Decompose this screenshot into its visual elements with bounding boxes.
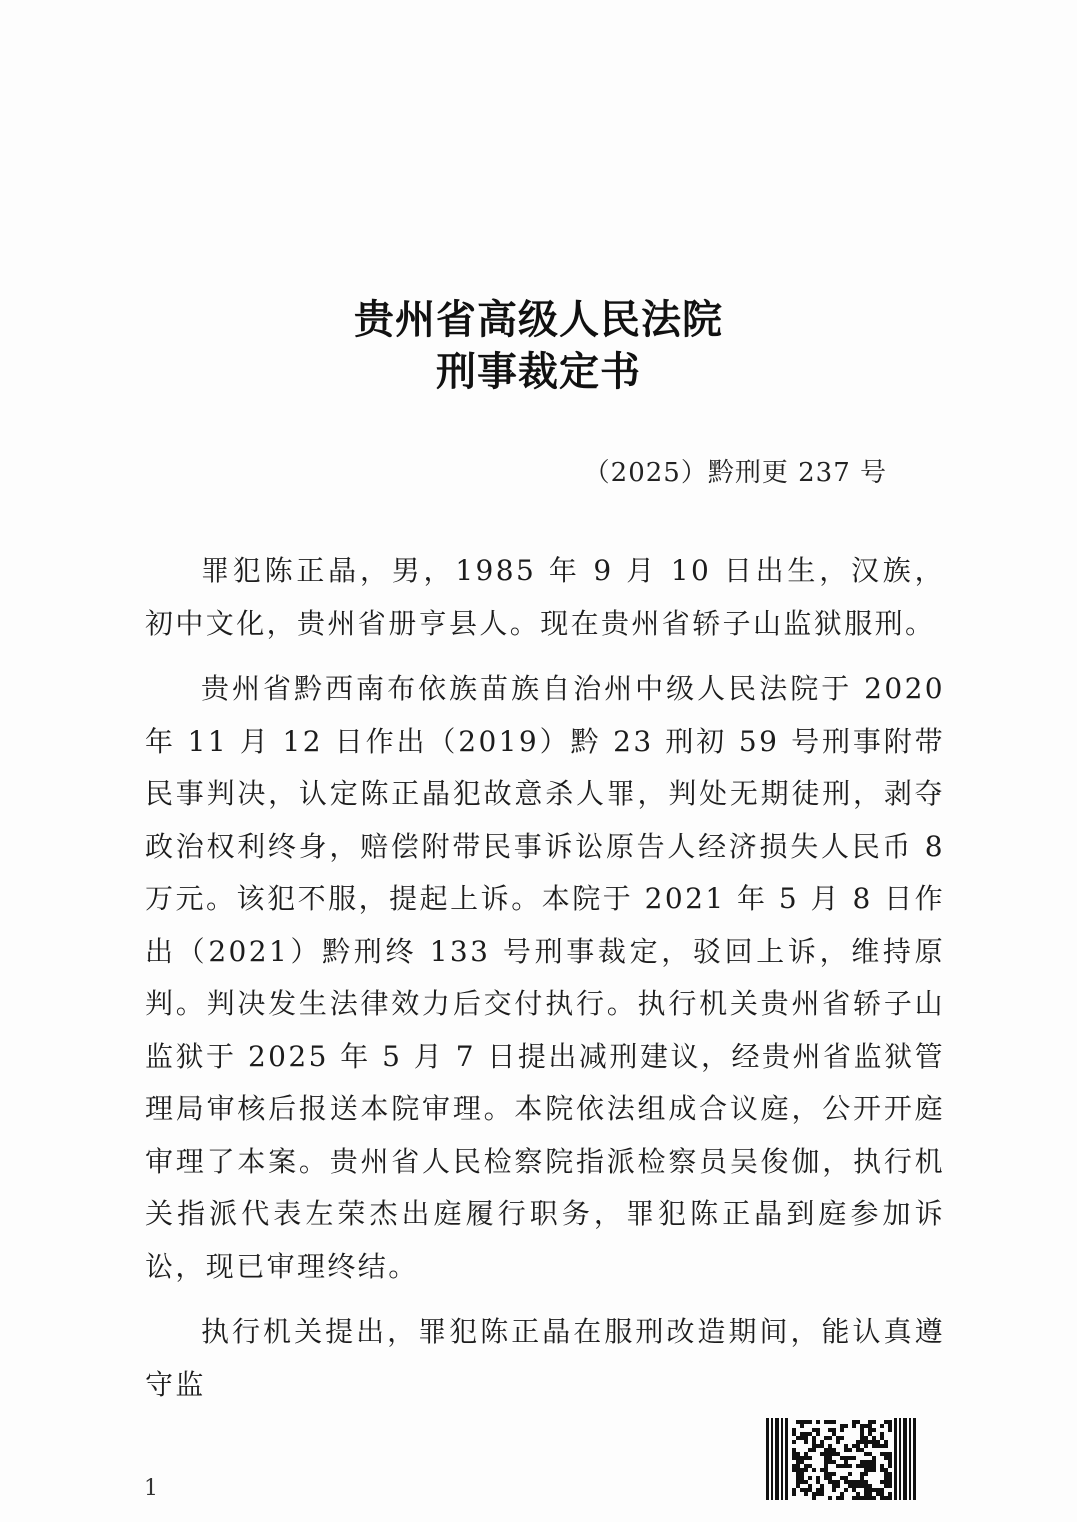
court-name: 贵州省高级人民法院 bbox=[354, 297, 723, 343]
document-type: 刑事裁定书 bbox=[436, 349, 641, 395]
paragraph-executing-agency: 执行机关提出，罪犯陈正晶在服刑改造期间，能认真遵守监 bbox=[145, 1315, 945, 1401]
case-number: （2025）黔刑更 237 号 bbox=[583, 458, 887, 488]
page-number: 1 bbox=[144, 1476, 158, 1501]
paragraph-defendant-info: 罪犯陈正晶，男，1985 年 9 月 10 日出生，汉族，初中文化，贵州省册亨县人。现在贵州省轿子山监狱服刑。 bbox=[145, 554, 945, 640]
barcode-icon bbox=[766, 1418, 916, 1500]
document-body bbox=[145, 545, 945, 1424]
paragraph-case-history: 贵州省黔西南布依族苗族自治州中级人民法院于 2020 年 11 月 12 日作出（2019）黔 23 刑初 59 号刑事附带民事判决，认定陈正晶犯故意杀人罪，判处无期徒刑，剥夺政治权利终身，赔偿附带民事诉讼原告人经济损失人民币 8 万元。该犯不服，提起上诉。本院于 2021 年 5 月 8 日作出（2021）黔刑终 133 号刑事裁定，驳回上诉，维持原判。判决发生法律效力后交付执行。执行机关贵州省轿子山监狱于 2025 年 5 月 7 日提出减刑建议，经贵州省监狱管理局审核后报送本院审理。本院依法组成合议庭，公开开庭审理了本案。贵州省人民检察院指派检察员吴俊伽，执行机关指派代表左荣杰出庭履行职务，罪犯陈正晶到庭参加诉讼，现已审理终结。 bbox=[145, 672, 945, 1283]
